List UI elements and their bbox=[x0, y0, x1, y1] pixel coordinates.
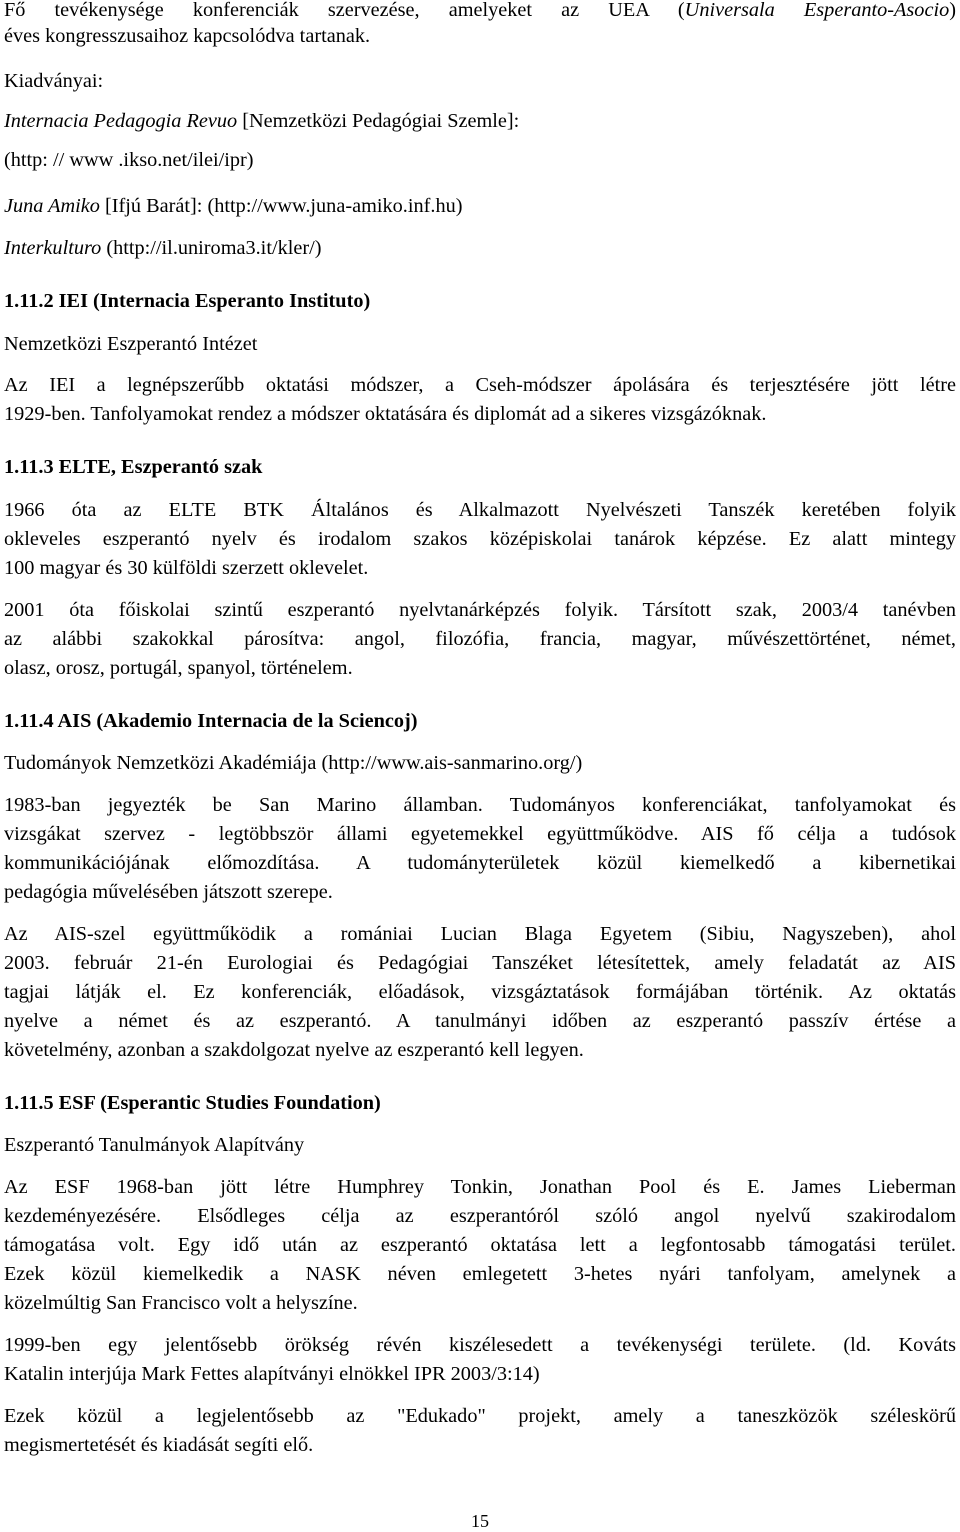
publication-item: Interkulturo (http://il.uniroma3.it/kler/) bbox=[4, 237, 322, 259]
section-subtitle: Eszperantó Tanulmányok Alapítvány bbox=[4, 1134, 305, 1156]
paragraph-line: 2003. február 21-én Eurologiai és Pedagógiai Tanszéket létesítettek, amely feladatát az AIS bbox=[4, 952, 956, 974]
paragraph-line: 1999-ben egy jelentősebb örökség révén kiszélesedett a tevékenységi területe. (ld. Kováts bbox=[4, 1334, 956, 1356]
section-subtitle: Nemzetközi Eszperantó Intézet bbox=[4, 333, 258, 355]
paragraph-line: okleveles eszperantó nyelv és irodalom szakos középiskolai tanárok képzése. Ez alatt mintegy bbox=[4, 528, 956, 550]
paragraph-line: nyelve a német és az eszperantó. A tanulmányi időben az eszperantó passzív értése a bbox=[4, 1010, 956, 1032]
section-subtitle: Tudományok Nemzetközi Akadémiája (http://www.ais-sanmarino.org/) bbox=[4, 752, 583, 774]
publication-item: Internacia Pedagogia Revuo [Nemzetközi Pedagógiai Szemle]: bbox=[4, 110, 520, 132]
intro-line-1: Fő tevékenysége konferenciák szervezése, amelyeket az UEA (Universala Esperanto-Asocio) bbox=[4, 0, 956, 21]
section-heading-iei: 1.11.2 IEI (Internacia Esperanto Instituto) bbox=[4, 290, 371, 312]
paragraph-line: Ezek közül a legjelentősebb az "Edukado" projekt, amely a taneszközök széleskörű bbox=[4, 1405, 956, 1427]
paragraph-line: 1966 óta az ELTE BTK Általános és Alkalmazott Nyelvészeti Tanszék keretében folyik bbox=[4, 499, 956, 521]
paragraph-line: 1983-ban jegyezték be San Marino államban. Tudományos konferenciákat, tanfolyamokat és bbox=[4, 794, 956, 816]
paragraph-line: követelmény, azonban a szakdolgozat nyelve az eszperantó kell legyen. bbox=[4, 1039, 584, 1061]
paragraph-line: támogatása volt. Egy idő után az eszperantó oktatása lett a legfontosabb támogatási terület. bbox=[4, 1234, 956, 1256]
paragraph-line: kezdeményezésére. Elsődleges célja az eszperantóról szóló angol nyelvű szakirodalom bbox=[4, 1205, 956, 1227]
paragraph-line: kommunikációjának előmozdítása. A tudományterületek közül kiemelkedő a kibernetikai bbox=[4, 852, 956, 874]
paragraph-line: Az IEI a legnépszerűbb oktatási módszer, a Cseh-módszer ápolására és terjesztésére jött létre bbox=[4, 374, 956, 396]
publications-heading: Kiadványai: bbox=[4, 70, 104, 92]
paragraph-line: 100 magyar és 30 külföldi szerzett oklevelet. bbox=[4, 557, 369, 579]
paragraph-line: 2001 óta főiskolai szintű eszperantó nyelvtanárképzés folyik. Társított szak, 2003/4 tanévben bbox=[4, 599, 956, 621]
paragraph-line: 1929-ben. Tanfolyamokat rendez a módszer oktatására és diplomát ad a sikeres vizsgázóknak. bbox=[4, 403, 767, 425]
paragraph-line: közelmúltig San Francisco volt a helyszíne. bbox=[4, 1292, 358, 1314]
section-heading-ais: 1.11.4 AIS (Akademio Internacia de la Sciencoj) bbox=[4, 710, 418, 732]
paragraph-line: vizsgákat szervez - legtöbbször állami egyetemekkel együttműködve. AIS fő célja a tudósok bbox=[4, 823, 956, 845]
paragraph-line: olasz, orosz, portugál, spanyol, történelem. bbox=[4, 657, 353, 679]
paragraph-line: Katalin interjúja Mark Fettes alapítványi elnökkel IPR 2003/3:14) bbox=[4, 1363, 540, 1385]
paragraph-line: az alábbi szakokkal párosítva: angol, filozófia, francia, magyar, művészettörténet, német, bbox=[4, 628, 956, 650]
paragraph-line: tagjai látják el. Ez konferenciák, előadások, vizsgáztatások formájában történik. Az oktatás bbox=[4, 981, 956, 1003]
page-number: 15 bbox=[471, 1511, 489, 1531]
section-heading-esf: 1.11.5 ESF (Esperantic Studies Foundation) bbox=[4, 1092, 381, 1114]
paragraph-line: pedagógia művelésében játszott szerepe. bbox=[4, 881, 333, 903]
publication-item: Juna Amiko [Ifjú Barát]: (http://www.juna-amiko.inf.hu) bbox=[4, 195, 463, 217]
intro-line-2: éves kongresszusaihoz kapcsolódva tartanak. bbox=[4, 25, 371, 47]
paragraph-line: Ezek közül kiemelkedik a NASK néven emlegetett 3-hetes nyári tanfolyam, amelynek a bbox=[4, 1263, 956, 1285]
paragraph-line: Az AIS-szel együttműködik a romániai Lucian Blaga Egyetem (Sibiu, Nagyszeben), ahol bbox=[4, 923, 956, 945]
section-heading-elte: 1.11.3 ELTE, Eszperantó szak bbox=[4, 456, 263, 478]
paragraph-line: Az ESF 1968-ban jött létre Humphrey Tonkin, Jonathan Pool és E. James Lieberman bbox=[4, 1176, 956, 1198]
paragraph-line: megismertetését és kiadását segíti elő. bbox=[4, 1434, 314, 1456]
publication-url: (http: // www .ikso.net/ilei/ipr) bbox=[4, 149, 254, 171]
